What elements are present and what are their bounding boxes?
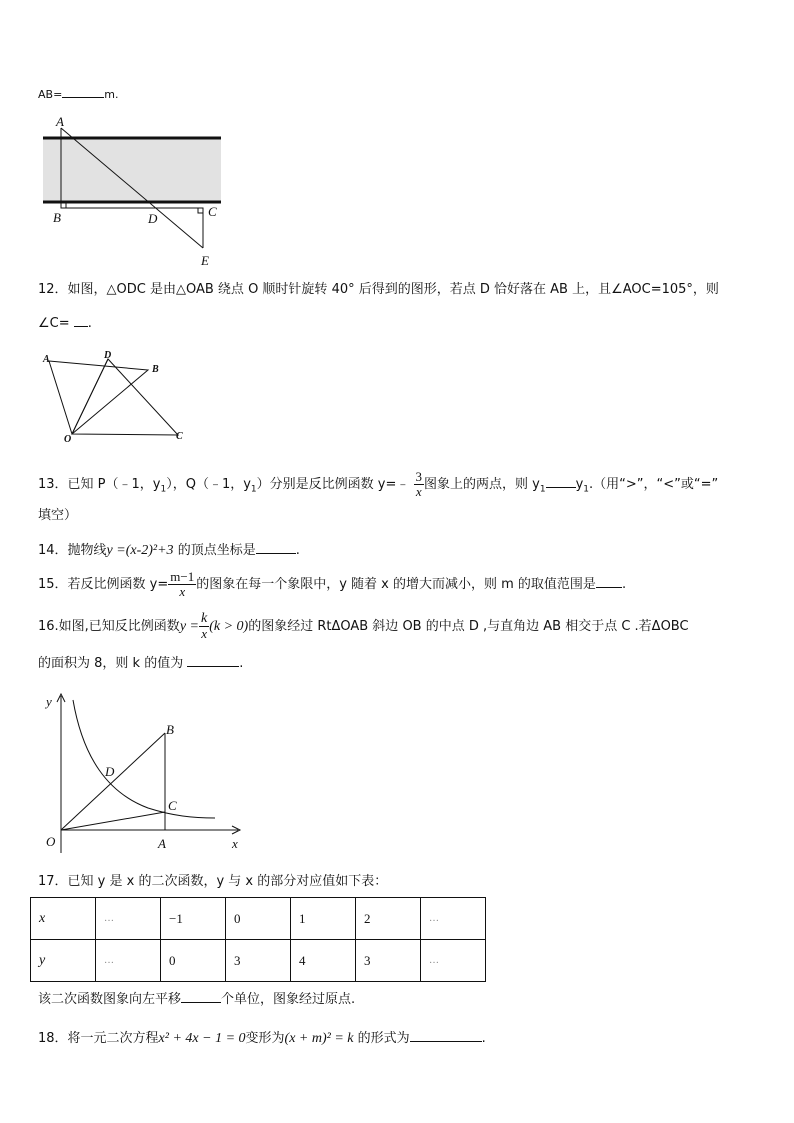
denominator: x — [179, 584, 186, 599]
q14-text — [38, 539, 300, 561]
q18-end: . — [481, 1031, 486, 1046]
table-cell: 1 — [291, 898, 356, 940]
q14-end: . — [295, 543, 300, 558]
answer-blank[interactable] — [596, 573, 622, 588]
subscript: 1 — [583, 484, 590, 495]
q16-formula: y = — [179, 619, 199, 634]
fraction — [168, 570, 196, 599]
label-C: C — [208, 204, 217, 219]
q13-part: ）分别是反比例函数 y=﹣ — [256, 477, 410, 492]
q12-suffix: . — [87, 316, 92, 331]
q13-part: y — [575, 477, 584, 492]
q16-text — [38, 610, 689, 644]
label-B: B — [152, 364, 159, 375]
q16-prefix: 16.如图,已知反比例函数 — [38, 619, 180, 634]
fraction — [199, 612, 209, 641]
answer-blank[interactable] — [546, 473, 576, 488]
label-x: x — [232, 836, 238, 851]
answer-blank[interactable] — [410, 1027, 482, 1042]
label-A: A — [56, 114, 64, 129]
label-E: E — [201, 253, 209, 268]
table-cell: … — [96, 940, 161, 982]
q13-text — [38, 468, 718, 507]
q13-line2: 填空） — [38, 508, 78, 523]
segment-OC — [61, 812, 165, 830]
q11-suffix: m. — [104, 88, 119, 101]
answer-blank[interactable] — [181, 988, 221, 1003]
label-C: C — [168, 798, 177, 813]
segment-OB — [61, 733, 165, 830]
table-cell: 0 — [161, 940, 226, 982]
label-O: O — [46, 834, 56, 849]
table-cell: 2 — [356, 898, 421, 940]
label-A: A — [158, 836, 166, 851]
q14-formula: y =(x-2)²+3 — [106, 543, 174, 558]
q13-part: 13．已知 P（﹣1，y — [38, 477, 161, 492]
q13-part: .（用“>”，“<”或“=” — [589, 477, 719, 492]
answer-blank[interactable] — [187, 652, 239, 667]
answer-blank[interactable] — [256, 539, 296, 554]
q17-after-suffix: 个单位，图象经过原点. — [221, 992, 356, 1007]
denominator: x — [201, 626, 207, 641]
q16-line2 — [38, 652, 243, 674]
label-A: A — [43, 354, 50, 365]
subscript: 1 — [250, 484, 257, 495]
fraction — [414, 470, 425, 499]
q16-suffix: 的图象经过 RtΔOAB 斜边 OB 的中点 D ,与直角边 AB 相交于点 C .若ΔOBC — [248, 619, 689, 634]
table-cell: −1 — [161, 898, 226, 940]
table-row — [31, 940, 486, 982]
subscript: 1 — [539, 484, 546, 495]
q18-form: (x + m)² = k — [284, 1031, 354, 1046]
answer-blank[interactable] — [74, 312, 88, 327]
numerator: 3 — [415, 469, 423, 484]
q17-after — [38, 988, 355, 1010]
q13-part: ），Q（﹣1，y — [166, 477, 251, 492]
numerator: k — [200, 611, 208, 626]
table-cell: … — [421, 898, 486, 940]
q11-prefix: AB= — [38, 88, 63, 101]
table-cell: y — [31, 940, 96, 982]
triangle-OAB — [49, 361, 148, 434]
label-D: D — [148, 211, 158, 226]
river-band — [43, 138, 221, 202]
q12-figure — [38, 348, 198, 448]
label-D: D — [105, 764, 115, 779]
table-cell: … — [421, 940, 486, 982]
label-O: O — [64, 434, 72, 445]
label-y: y — [46, 694, 52, 709]
answer-blank[interactable] — [62, 83, 104, 98]
q11-figure — [38, 110, 228, 270]
label-B: B — [166, 722, 174, 737]
q14-prefix: 14．抛物线 — [38, 543, 107, 558]
subscript: 1 — [160, 484, 167, 495]
q11-answer-line — [38, 83, 119, 105]
q15-prefix: 15．若反比例函数 y= — [38, 577, 169, 592]
q16-condition: (k > 0) — [209, 619, 249, 634]
q18-suffix: 的形式为 — [357, 1031, 410, 1046]
q17-text: 17．已知 y 是 x 的二次函数，y 与 x 的部分对应值如下表： — [38, 874, 388, 889]
q12-prefix: ∠C= — [38, 316, 70, 331]
q14-suffix: 的顶点坐标是 — [177, 543, 256, 558]
table-cell: … — [96, 898, 161, 940]
q16-figure — [38, 688, 248, 863]
label-C: C — [176, 431, 183, 442]
q12-line2 — [38, 312, 92, 334]
q15-text — [38, 568, 626, 602]
q18-text — [38, 1027, 486, 1049]
label-D: D — [104, 350, 112, 361]
q15-suffix: 的图象在每一个象限中，y 随着 x 的增大而减小，则 m 的取值范围是 — [196, 577, 596, 592]
label-B: B — [53, 210, 61, 225]
right-angle-B — [61, 203, 66, 208]
q18-equation: x² + 4x − 1 = 0 — [158, 1031, 246, 1046]
q17-table — [30, 897, 486, 982]
q16-prefix2: 的面积为 8，则 k 的值为 — [38, 656, 184, 671]
hyperbola-curve — [73, 700, 215, 818]
denominator: x — [415, 484, 422, 499]
triangle-ODC — [72, 359, 178, 435]
q12-text: 12．如图，△ODC 是由△OAB 绕点 O 顺时针旋转 40° 后得到的图形，若点 D 恰好落在 AB 上，且∠AOC=105°，则 — [38, 282, 719, 297]
q13-part: 图象上的两点，则 y — [424, 477, 540, 492]
q18-prefix: 18．将一元二次方程 — [38, 1031, 159, 1046]
q18-mid: 变形为 — [245, 1031, 285, 1046]
q17-after-prefix: 该二次函数图象向左平移 — [38, 992, 182, 1007]
table-cell: 0 — [226, 898, 291, 940]
table-cell: x — [31, 898, 96, 940]
table-row — [31, 898, 486, 940]
q15-end: . — [621, 577, 627, 592]
table-cell: 3 — [226, 940, 291, 982]
right-angle-C — [198, 208, 203, 213]
numerator: m−1 — [170, 569, 195, 584]
table-cell: 3 — [356, 940, 421, 982]
table-cell: 4 — [291, 940, 356, 982]
q16-end: . — [239, 656, 244, 671]
